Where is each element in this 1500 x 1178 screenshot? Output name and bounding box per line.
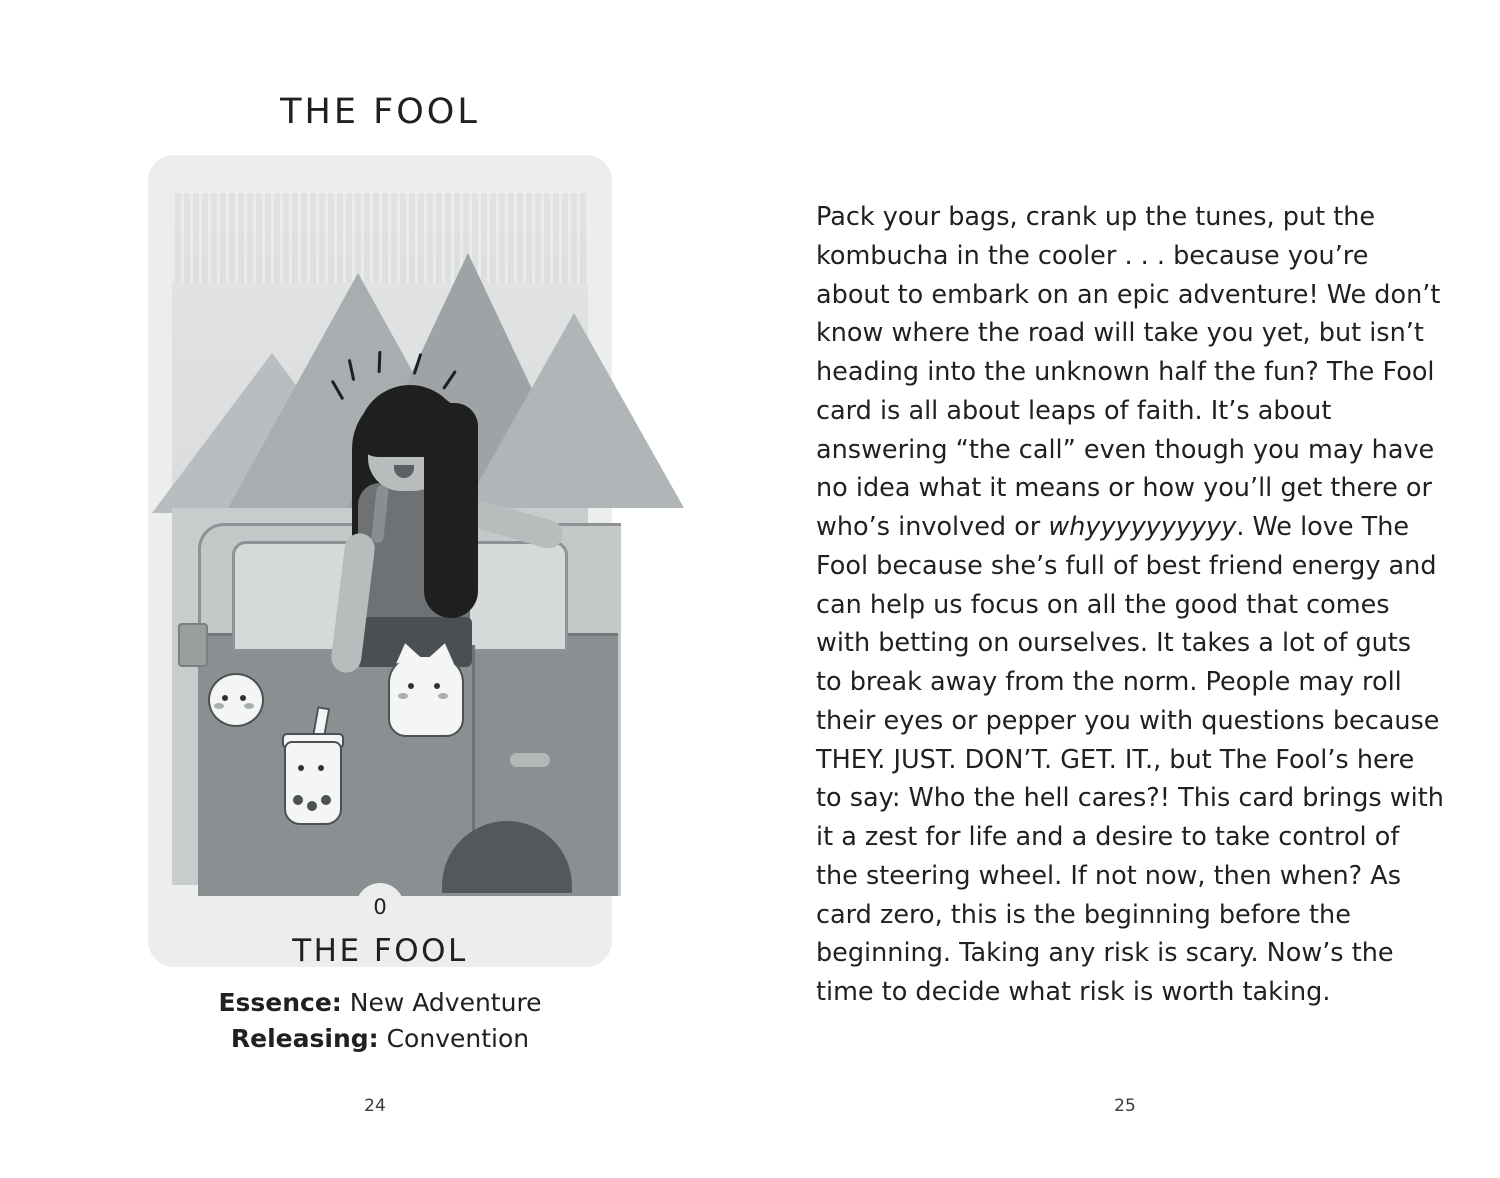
description-part-2: . We love The Fool because she’s full of best friend energy and can help us focus on all the good that comes with betting on ourselves. It takes a lot of guts to break away from the norm. People may roll their eyes or pepper you with questions because THEY. JUST. DON’T. GET. IT., but The Fool’s here to say: Who the hell cares?! This card brings with it a zest for life and a desire to take control of the steering wheel. If not now, then when? As card zero, this is the beginning before the beginning. Taking any risk is scary. Now’s the time to decide what risk is worth taking. <box>816 512 1444 1007</box>
bunny-eye <box>222 695 228 701</box>
character-eye <box>412 451 421 455</box>
page-title: THE FOOL <box>280 92 480 132</box>
card-keywords <box>148 985 612 1058</box>
page-number-right: 25 <box>1114 1096 1136 1116</box>
page-number-left: 24 <box>364 1096 386 1116</box>
tarot-card <box>148 155 612 967</box>
tarot-card-illustration <box>172 193 588 969</box>
cat-sticker-icon <box>388 655 464 737</box>
cat-ear <box>392 640 421 663</box>
boba-pearl <box>307 801 317 811</box>
bunny-blush <box>244 703 254 709</box>
card-description-text <box>816 198 1444 1012</box>
description-emphasis: whyyyyyyyyyy <box>1048 512 1237 542</box>
essence-value: New Adventure <box>349 988 542 1017</box>
releasing-value: Convention <box>386 1024 530 1054</box>
mountain-shape <box>464 313 684 508</box>
cat-eye <box>434 683 440 689</box>
van-door-handle <box>510 753 550 767</box>
releasing-label: Releasing: <box>230 1024 379 1054</box>
card-number-badge: 0 <box>356 883 404 931</box>
boba-eye <box>298 765 304 771</box>
releasing-line <box>148 1021 612 1057</box>
boba-pearl <box>293 795 303 805</box>
bunny-blush <box>214 703 224 709</box>
right-page <box>750 0 1500 1178</box>
cat-eye <box>408 683 414 689</box>
van-side-mirror <box>178 623 208 667</box>
boba-pearl <box>321 795 331 805</box>
essence-label: Essence: <box>218 988 342 1017</box>
boba-sticker-icon <box>284 741 342 825</box>
boba-eye <box>318 765 324 771</box>
card-name-caption: THE FOOL <box>292 933 468 969</box>
bunny-eye <box>240 695 246 701</box>
cat-blush <box>438 693 448 699</box>
character-hair-side <box>424 403 478 618</box>
character-eye <box>384 451 393 455</box>
essence-line <box>148 985 612 1021</box>
bunny-sticker-icon <box>208 673 264 727</box>
cat-blush <box>398 693 408 699</box>
description-part-1: Pack your bags, crank up the tunes, put the kombucha in the cooler . . . because you’re about to embark on an epic adventure! We don’t know where the road will take you yet, but isn’t heading into the unknown half the fun? The Fool card is all about leaps of faith. It’s about answering “the call” even though you may have no idea what it means or how you’ll get there or who’s involved or <box>816 202 1441 542</box>
